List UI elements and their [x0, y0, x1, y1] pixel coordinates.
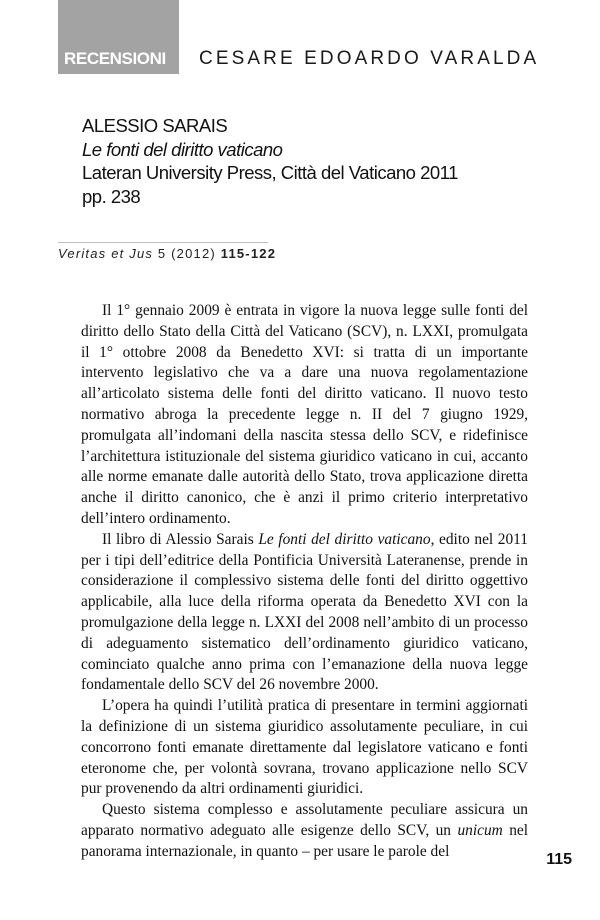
paragraph-2-start: Il libro di Alessio Sarais [102, 530, 259, 548]
paragraph-2-book-title: Le fonti del diritto vaticano [258, 530, 431, 548]
journal-name: Veritas et Jus [58, 246, 154, 261]
section-label: RECENSIONI [64, 49, 166, 68]
paragraph-4-emphasis: unicum [457, 821, 503, 839]
paragraph-4 [81, 800, 528, 862]
book-publisher: Lateran University Press, Città del Vaticano 2011 [82, 162, 458, 183]
book-pages: pp. 238 [82, 185, 141, 207]
paragraph-4-start: Questo sistema complesso e assolutamente peculiare assicura un apparato normativo adeguato alle esigenze dello SCV, un [81, 801, 528, 839]
book-title: Le fonti del diritto vaticano [82, 138, 283, 160]
journal-pages: 115-122 [220, 246, 277, 261]
divider [58, 242, 268, 243]
running-header-author: CESARE EDOARDO VARALDA [199, 48, 540, 69]
book-author: ALESSIO SARAIS [82, 115, 228, 136]
journal-citation [58, 246, 276, 261]
page-number: 115 [546, 851, 572, 868]
paragraph-3: L’opera ha quindi l’utilità pratica di presentare in termini aggiornati la definizione di un sistema giuridico assolutamente peculiare, in cui concorrono fonti emanate direttamente dal legislatore vaticano e fonti eteronome che, per volontà sovrana, trovano applicazione nello SCV pur provenendo da altri ordinamenti giuridici. [81, 697, 528, 798]
paragraph-2 [81, 530, 528, 696]
paragraph-1: Il 1° gennaio 2009 è entrata in vigore la nuova legge sulle fonti del diritto dello Stato della Città del Vaticano (SCV), n. LXXI, promulgata il 1° ottobre 2008 da Benedetto XVI: si tratta di un importante intervento legislativo che va a dare una nuova regolamentazione all’articolato sistema delle fonti del diritto vaticano. Il nuovo testo normativo abroga la precedente legge n. II del 7 giugno 1929, promulgata all’indomani della nascita stessa dello SCV, e ridefinisce l’architettura istituzionale del sistema giuridico vaticano in cui, accanto alle norme emanate dalle autorità dello Stato, trova applicazione diretta anche il diritto canonico, che è anzi il primo criterio interpretativo dell’intero ordinamento. [81, 302, 528, 527]
paragraph-4-end: nel panorama internazionale, in quanto – per usare le parole del [81, 821, 529, 860]
journal-volume: 5 (2012) [157, 246, 216, 261]
paragraph-2-end: , edito nel 2011 per i tipi dell’editrice della Pontificia Università Lateranense, prende in considerazione il complessivo sistema delle fonti del diritto oggettivo applicabile, alla luce della riforma operata da Benedetto XVI con la promulgazione della legge n. LXXI del 2008 nell’ambito di un processo di adeguamento sistematico dell’ordinamento giuridico vaticano, cominciato qualche anno prima con l’emanazione della nuova legge fondamentale dello SCV del 26 novembre 2000. [81, 530, 528, 694]
article-body [81, 301, 528, 863]
book-details [82, 114, 458, 208]
